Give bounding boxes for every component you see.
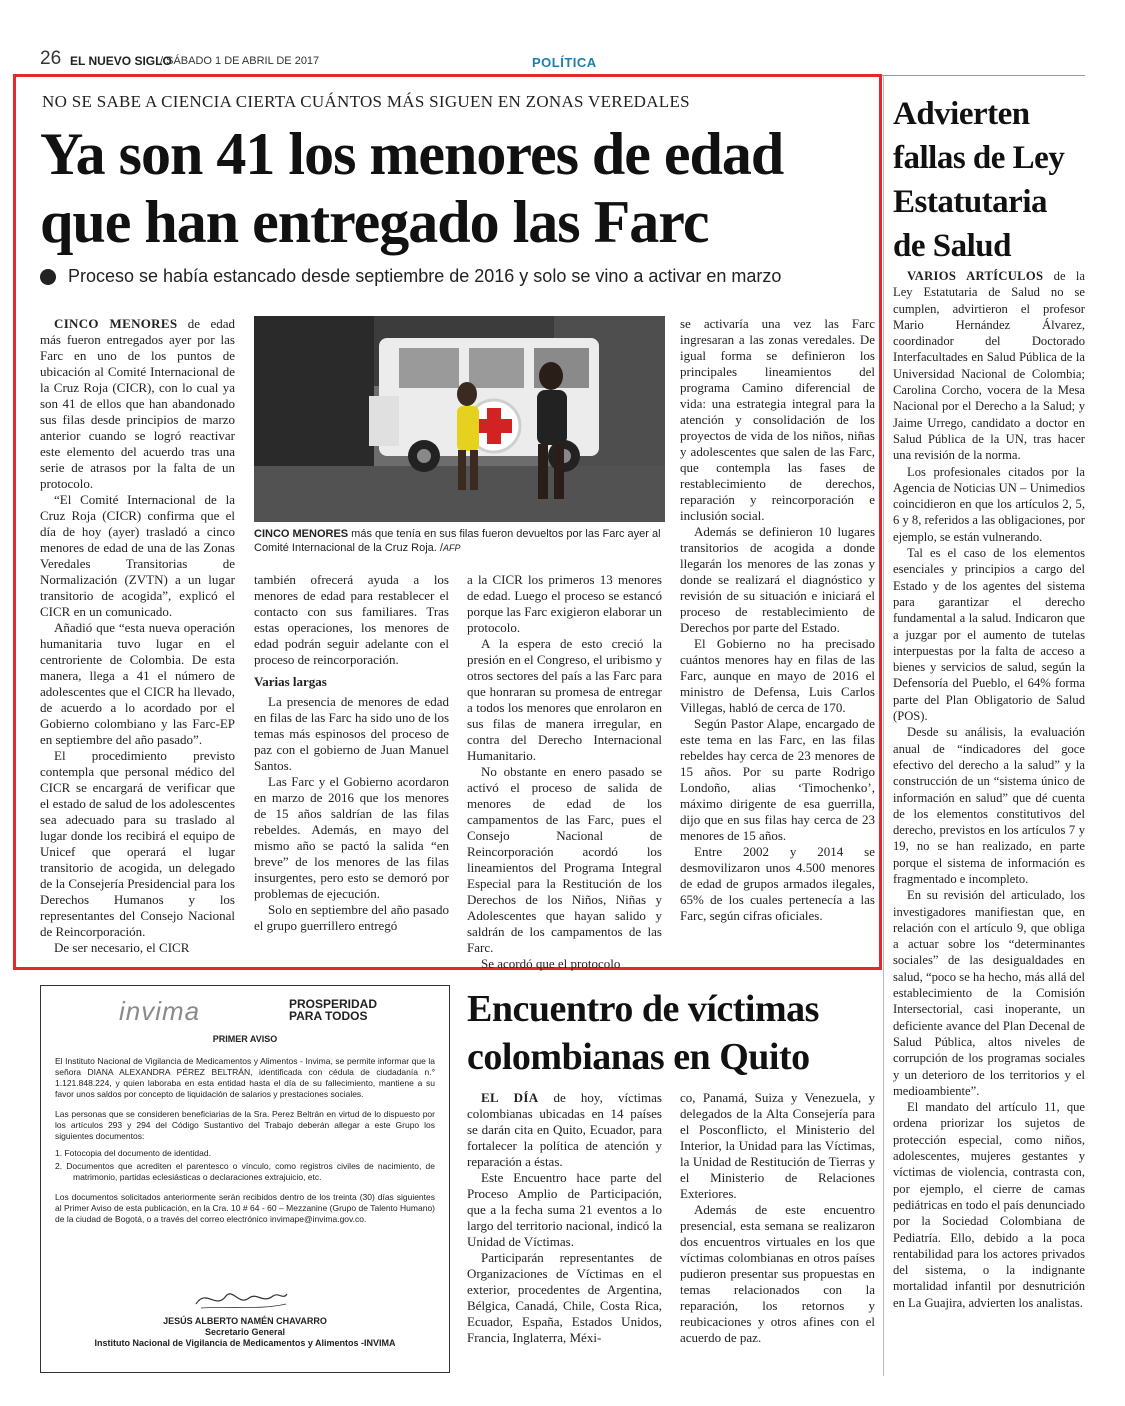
notice-title: PRIMER AVISO (212, 1034, 278, 1044)
bottom-column-1 (467, 1090, 662, 1346)
signer-name: JESÚS ALBERTO NAMÉN CHAVARRO (163, 1316, 327, 1326)
paragraph: Participarán representantes de Organizaciones de Víctimas en el exterior, procedentes de Argentina, Bélgica, Canadá, Chile, Costa Rica, Ecuador, España, Estados Unidos, Francia, Inglaterra, Méxi- (467, 1250, 662, 1345)
paragraph: Desde su análisis, la evaluación anual de “indicadores del goce efectivo del derecho a la salud” y la construcción de un “sistema único de información en salud” que dé cuenta de los elementos constitutivos del derecho, previstos en los artículos 7 y 19, no se han realizado, en parte porque el sistema de información es fragmentado e incompleto. (893, 725, 1085, 886)
paragraph: Además de este encuentro presencial, esta semana se realizaron dos encuentros virtuales en los que víctimas colombianas en otros países pudieron presentar sus propuestas en temas relacionados con la reparación, los retornos y reubicaciones y otros afines con el acuerdo de paz. (680, 1202, 875, 1345)
side-headline: Advierten fallas de Ley Estatutaria de Salud (893, 96, 1065, 264)
invima-logo: invima (119, 996, 201, 1026)
caption-lead: CINCO MENORES (254, 528, 349, 540)
photo-image (254, 316, 665, 522)
publication-date: / SÁBADO 1 DE ABRIL DE 2017 (160, 55, 320, 67)
paragraph: se activaría una vez las Farc ingresaran a las zonas veredales. De igual forma se definieron los principales lineamientos del programa Camino diferencial de vida: una estrategia integral para la atención y consolidación de los proyectos de vida de los niños, niñas y adolescentes que salen de las Farc, que contempla las fases de restablecimiento de derechos, reparación y reincorporación e inclusión social. (680, 316, 875, 523)
lead-in: VARIOS ARTÍCULOS (907, 269, 1044, 283)
article-headline: Ya son 41 los menores de edad que han entregado las Farc (40, 121, 784, 255)
article-photo (254, 316, 665, 522)
paragraph: Este Encuentro hace parte del Proceso Amplio de Participación, que a la fecha suma 21 eventos a lo largo del territorio nacional, indicó la Unidad de Víctimas. (467, 1170, 662, 1249)
paragraph: El mandato del artículo 11, que ordena priorizar los sujetos de protección especial, como niños, adolescentes, mujeres gestantes y víctimas de violencia, contrasta con, por ejemplo, el cierre de camas pediátricas en todo el país denunciado por la Sociedad Colombiana de Pediatría. Ello, debido a la poca rentabilidad para los actores privados del sistema, o la indignante mortalidad infantil por desnutrición en La Guajira, advierten los analistas. (893, 1100, 1085, 1310)
paragraph: Añadió que “esta nueva operación humanitaria tuvo lugar en el centroriente de Colombia. De esta manera, llega a 41 el número de adolescentes que el CICR ha llevado, de acuerdo a lo acordado por el Gobierno colombiano y las Farc-EP en septiembre del año pasado”. (40, 620, 235, 747)
bottom-headline: Encuentro de víctimas colombianas en Quito (467, 988, 819, 1078)
paragraph: CINCO MENORES de edad más fueron entregados ayer por las Farc en uno de los puntos de ubicación al Comité Internacional de la Cruz Roja (CICR), con lo cual ya son 41 de ellos que han abandonado sus filas desde principios de marzo anterior cuando se logró reactivar este elemento del acuerdo tras una serie de atrasos por la falta de un protocolo. (40, 316, 235, 491)
article-column-4 (680, 316, 875, 924)
paragraph: “El Comité Internacional de la Cruz Roja (CICR) confirma que el día de hoy (ayer) trasladó a cinco menores de edad de una de las Zonas Veredales Transitorias de Normalización (ZVTN) a un lugar transitorio de acogida”, explicó el CICR en un comunicado. (40, 492, 235, 619)
section-label: POLÍTICA (532, 55, 597, 70)
paragraph: No obstante en enero pasado se activó el proceso de salida de menores de edad de los campamentos de las Farc, pues el Consejo Nacional de Reincorporación acordó los lineamientos del Programa Integral Especial para la Restitución de los Derechos de los Niños, Niñas y Adolescentes que hayan salido y saldrán de los campamentos de las Farc. (467, 764, 662, 955)
photo-caption (254, 527, 665, 555)
paragraph: también ofrecerá ayuda a los menores de edad para restablecer el contacto con sus familiares. Tras estas operaciones, los menores de edad podrán seguir adelante con el proceso de reincorporación. (254, 572, 449, 667)
paragraph: co, Panamá, Suiza y Venezuela, y delegados de la Alta Consejería para el Posconflicto, el Ministerio del Interior, la Unidad para las Víctimas, la Unidad de Restitución de Tierras y el Ministerio de Relaciones Exteriores. (680, 1090, 875, 1201)
signature-graphic (191, 1286, 291, 1312)
paragraph: Se acordó que el protocolo (481, 956, 621, 971)
paragraph: Según Pastor Alape, encargado de este tema en las Farc, en las filas rebeldes hay cerca de 23 menores de 15 años. Por su parte Rodrigo Londoño, alias ‘Timochenko’, máximo dirigente de esa guerrilla, dijo que en sus filas hay cerca de 23 menores de 15 años. (680, 716, 875, 843)
signer-role: Secretario General (204, 1327, 286, 1337)
notice-paragraph: El Instituto Nacional de Vigilancia de Medicamentos y Alimentos - Invima, se permite informar que la señora DIANA ALEXANDRA PÉREZ BELTRÁN, identificada con cédula de ciudadanía n.° 1.121.848.224, y quien laboraba en esta entidad hasta el día de su fallecimiento, mantiene a su favor unos saldos por concepto de liquidación de salarios y prestaciones sociales. (55, 1056, 435, 1099)
notice-list-item: 1. Fotocopia del documento de identidad. (55, 1148, 211, 1158)
lead-in: EL DÍA (481, 1090, 539, 1105)
side-article-body (893, 268, 1085, 1311)
invima-notice (40, 985, 450, 1373)
column-divider (883, 76, 884, 1376)
paragraph: De ser necesario, el CICR (54, 940, 190, 955)
paragraph: a la CICR los primeros 13 menores de edad. Luego el proceso se estancó porque las Farc exigieron elaborar un protocolo. (467, 572, 662, 635)
paragraph: Las Farc y el Gobierno acordaron en marzo de 2016 que los menores de 15 años saldrían de las filas rebeldes. Además, en mayo del mismo año se pactó la salida “en breve” de los menores de las filas insurgentes, pero esto se demoró por problemas de ejecución. (254, 774, 449, 901)
paragraph: Los profesionales citados por la Agencia de Noticias UN – Unimedios coincidieron en que los artículos 2, 5, 6 y 8, referidos a las obligaciones, por ejemplo, se están vulnerando. (893, 464, 1085, 544)
bullet-icon (40, 269, 56, 285)
notice-list-item: 2. Documentos que acrediten el parentesco o vínculo, como registros civiles de nacimiento, de matrimonio, partidas eclesiásticas o declaraciones extrajuicio, etc. (55, 1161, 435, 1182)
paragraph: Solo en septiembre del año pasado el grupo guerrillero entregó (254, 902, 449, 933)
prosperidad-logo: PROSPERIDAD PARA TODOS (289, 997, 378, 1023)
bottom-column-2 (680, 1090, 875, 1346)
caption-text: más que tenía en sus filas fueron devueltos por las Farc ayer al Comité Internacional de la Cruz Roja. / (254, 528, 661, 554)
notice-signature (41, 1316, 449, 1349)
signer-org: Instituto Nacional de Vigilancia de Medicamentos y Alimentos -INVIMA (94, 1338, 396, 1348)
paragraph: EL DÍA de hoy, víctimas colombianas ubicadas en 14 países se darán cita en Quito, Ecuador, para fortalecer la política de atención y reparación a éstas. (467, 1090, 662, 1169)
paragraph: La presencia de menores de edad en filas de las Farc ha sido uno de los temas más espinosos del proceso de paz con el gobierno de Juan Manuel Santos. (254, 694, 449, 773)
article-subhead-text: Proceso se había estancado desde septiembre de 2016 y solo se vino a activar en marzo (68, 266, 782, 286)
notice-paragraph: Las personas que se consideren beneficiarias de la Sra. Perez Beltrán en virtud de lo dispuesto por los artículos 293 y 294 del Código Sustantivo del Trabajo deberán allegar a este Grupo los siguientes documentos: (55, 1109, 435, 1141)
lead-in: CINCO MENORES (54, 316, 178, 331)
paragraph: El Gobierno no ha precisado cuántos menores hay en filas de las Farc, aunque en mayo de 2016 el ministro de Defensa, Luis Carlos Villegas, habló de cerca de 170. (680, 636, 875, 715)
paragraph: En su revisión del articulado, los investigadores manifiestan que, en relación con el artículo 9, que obliga a actuar sobre los “determinantes sociales” de las desigualdades en salud, “poco se ha hecho, más allá del establecimiento de la Comisión Intersectorial, casi inoperante, un deficiente avance del Plan Decenal de Salud Pública, altos niveles de corrupción de los programas sociales y un deterioro de los territorios y el medioambiente”. (893, 888, 1085, 1098)
paragraph: VARIOS ARTÍCULOS de la Ley Estatutaria de Salud no se cumplen, advirtieron el profesor Mario Hernández Álvarez, coordinador del Doctorado Interfacultades en Salud Pública de la Universidad Nacional de Colombia; Carolina Corcho, vocera de la Mesa Nacional por el Derecho a la Salud; y Jaime Urrego, candidato a doctor en Salud Pública de la UN, tras hacer una revisión de la norma. (893, 269, 1085, 463)
section-subtitle: Varias largas (254, 674, 327, 689)
paragraph: Además se definieron 10 lugares transitorios de acogida a donde llegarán los menores de las zonas y donde se realizará el diagnóstico y revisión de su situación e iniciará el proceso de restablecimiento de Derechos por parte del Estado. (680, 524, 875, 635)
caption-credit: AFP (442, 543, 461, 553)
article-column-3 (467, 572, 662, 972)
notice-paragraph: Los documentos solicitados anteriormente serán recibidos dentro de los treinta (30) días siguientes al Primer Aviso de esta publicación, en la Cra. 10 # 64 - 60 – Mezzanine (Grupo de Talento Humano) de la ciudad de Bogotá, o a través del correo electrónico invimape@invima.gov.co. (55, 1192, 435, 1224)
notice-body (55, 1056, 435, 1225)
article-column-2 (254, 572, 449, 934)
paragraph: A la espera de esto creció la presión en el Congreso, el uribismo y otros sectores del país a las Farc para que honraran su promesa de entregar a todos los menores que enrolaron en sus filas de manera irregular, en contra del Derecho Internacional Humanitario. (467, 636, 662, 763)
paragraph: El procedimiento previsto contempla que personal médico del CICR se encargará de verificar que el estado de salud de los adolescentes sea adecuado para su traslado al lugar donde los recibirá el equipo de Unicef que operará el lugar transitorio de acogida, un delegado de la Consejería Presidencial para los Derechos Humanos y los representantes del Consejo Nacional de Reincorporación. (40, 748, 235, 939)
article-column-1 (40, 316, 235, 956)
page-number: 26 (40, 48, 62, 69)
publication-name: EL NUEVO SIGLO (70, 54, 172, 68)
paragraph: Entre 2002 y 2014 se desmovilizaron unos 4.500 menores de edad de grupos armados ilegales, 65% de los cuales pertenecía a las Farc, según cifras oficiales. (680, 844, 875, 923)
article-kicker: NO SE SABE A CIENCIA CIERTA CUÁNTOS MÁS SIGUEN EN ZONAS VEREDALES (42, 92, 690, 111)
paragraph: Tal es el caso de los elementos esenciales y principios a cargo del Estado y de los agentes del sistema para garantizar el derecho fundamental a la salud. Indicaron que a juzgar por el aumento de tutelas interpuestas por la falta de acceso a bienes y servicios de salud, según la Defensoría del Pueblo, el 64% forma parte del Plan Obligatorio de Salud (POS). (893, 546, 1085, 724)
article-subhead (40, 266, 781, 287)
